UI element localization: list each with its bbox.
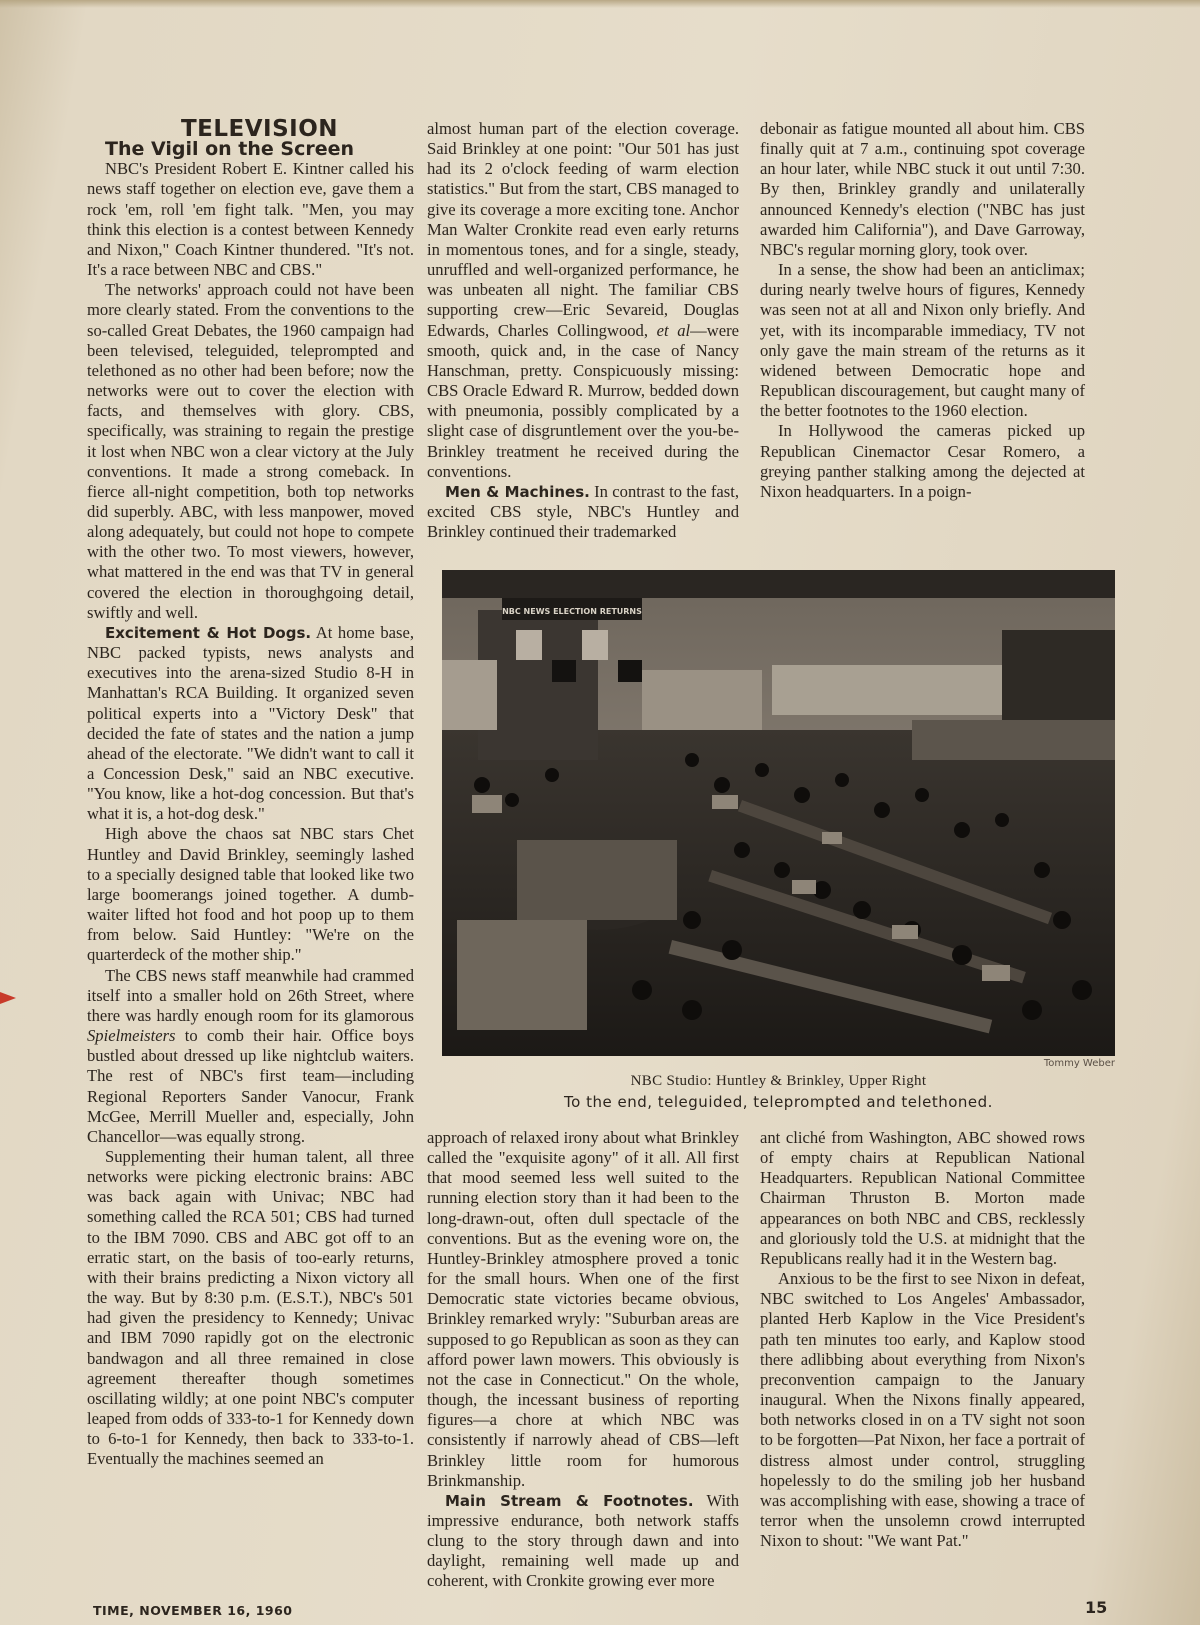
- paragraph-text: With impressive endurance, both network staffs clung to the story through dawn and into daylight, remaining well made up and coherent, with Cronkite growing ever more: [427, 1490, 739, 1591]
- paragraph: The networks' approach could not have been more clearly stated. From the conventions to the so-called Great Debates, the 1960 campaign had been televised, teleguided, teleprompted and telethoned as no other had been before; now the networks were out to cover the election with facts, and themselves with glory. CBS, specifically, was straining to regain the prestige it lost when NBC won a clear victory at the July conventions. It made a strong comeback. In fierce all-night competition, both top networks did superbly. ABC, with less manpower, moved along adequately, but could not hope to compete with the other two. To most viewers, however, what mattered in the end was that TV in general covered the election in thoroughgoing detail, swiftly and well.: [87, 280, 414, 622]
- paragraph: Supplementing their human talent, all three networks were picking electronic brains: ABC was back again with Univac; NBC had something called the RCA 501; CBS had turned to the IBM 7090. CBS and ABC got off to an erratic start, on the basis of too-early returns, with their brains predicting a Nixon victory all the way. But by 8:30 p.m. (E.S.T.), NBC's 501 had given the presidency to Kennedy; Univac and IBM 7090 rapidly got on the electronic bandwagon and all three remained in close agreement thereafter though sometimes oscillating wildly; at one point NBC's computer leaped from odds of 333-to-1 for Kennedy down to 6-to-1 for Kennedy, then back to 333-to-1. Eventually the machines seemed an: [87, 1146, 414, 1469]
- paragraph: In Hollywood the cameras picked up Republican Cinemactor Cesar Romero, a greying panther stalking among the dejected at Nixon headquarters. In a poign-: [760, 421, 1085, 501]
- studio-photo: [442, 570, 1115, 1056]
- photo-credit: Tommy Weber: [1043, 1058, 1115, 1069]
- page-number: 15: [1085, 1598, 1108, 1617]
- studio-photo-image: [442, 570, 1115, 1056]
- article-column-4: [427, 1128, 739, 1592]
- article-headline: The Vigil on the Screen: [105, 138, 355, 161]
- article-column-1: [87, 116, 414, 1469]
- page-edge-shadow: [0, 0, 1200, 8]
- italic-word: Spielmeisters: [87, 1026, 176, 1046]
- italic-word: et al: [656, 320, 691, 340]
- paragraph-with-subhead: [427, 1491, 739, 1592]
- photo-subcaption: To the end, teleguided, teleprompted and telethoned.: [564, 1093, 993, 1111]
- subhead-excitement: Excitement & Hot Dogs.: [105, 623, 312, 642]
- magazine-footer: TIME, NOVEMBER 16, 1960: [93, 1603, 293, 1618]
- photo-caption: NBC Studio: Huntley & Brinkley, Upper Right: [630, 1073, 927, 1089]
- paragraph: High above the chaos sat NBC stars Chet Huntley and David Brinkley, seemingly lashed to a specially designed table that looked like two large boomerangs joined together. A dumb-waiter lifted hot food and hot poop up to them from below. Said Huntley: "We're on the quarterdeck of the mother ship.": [87, 824, 414, 965]
- election-returns-sign: NBC NEWS ELECTION RETURNS: [502, 607, 642, 616]
- article-column-5: [760, 1128, 1085, 1551]
- paragraph-text: almost human part of the election coverage. Said Brinkley at one point: "Our 501 has just had its 2 o'clock feeding of warm election statistics." But from the start, CBS managed to give its coverage a more exciting tone. Anchor Man Walter Cronkite read even early returns in momentous tones, and for a single, steady, unruffled and well-organized performance, he was unbeaten all night. The familiar CBS supporting crew—Eric Sevareid, Douglas Edwards, Charles Collingwood,: [427, 119, 739, 340]
- paragraph-text: —were smooth, quick and, in the case of Nancy Hanschman, pretty. Conspicuously missing: CBS Oracle Edward R. Murrow, bedded down with pneumonia, possibly complicated by a slight case of disgruntlement over the you-be-Brinkley treatment he received during the conventions.: [427, 320, 739, 481]
- paragraph: [87, 966, 414, 1147]
- paragraph: Anxious to be the first to see Nixon in defeat, NBC switched to Los Angeles' Ambassador, planted Herb Kaplow in the Vice President's path ten minutes too early, and Kaplow stood there adlibbing about everything from Nixon's preconvention campaign to the January inaugural. When the Nixons finally appeared, both networks closed in on a TV sight not soon to be forgotten—Pat Nixon, her face a portrait of distress almost under control, struggling hopelessly to do the smiling job her husband was accomplishing with ease, showing a trace of terror when the unsolemn crowd interrupted Nixon to shout: "We want Pat.": [760, 1269, 1085, 1551]
- section-label: TELEVISION: [180, 116, 339, 142]
- paragraph-text: In contrast to the fast, excited CBS style, NBC's Huntley and Brinkley continued their trademarked: [427, 481, 739, 542]
- subhead-men-machines: Men & Machines.: [445, 482, 590, 501]
- paragraph-text: At home base, NBC packed typists, news analysts and executives into the arena-sized Studio 8-H in Manhattan's RCA Building. It organized seven political experts into a "Victory Desk" that decided the fate of states and the nation a jump ahead of the electorate. "We didn't want to call it a Concession Desk," said an NBC executive. "You know, like a hot-dog concession. But that's what it is, a hot-dog desk.": [87, 622, 414, 824]
- paragraph: In a sense, the show had been an anticlimax; during nearly twelve hours of figures, Kennedy was seen not at all and Nixon only briefly. And yet, with its incomparable immediacy, TV not only gave the main stream of the returns as it widened between Democratic hope and Republican discouragement, but caught many of the better footnotes to the 1960 election.: [760, 260, 1085, 421]
- paragraph-with-subhead: [427, 482, 739, 542]
- paragraph: debonair as fatigue mounted all about him. CBS finally quit at 7 a.m., continuing spot coverage an hour later, while NBC stuck it out until 7:30. By then, Brinkley grandly and unilaterally announced Kennedy's election ("NBC has just awarded him California"), and Dave Garroway, NBC's regular morning glory, took over.: [760, 119, 1085, 259]
- margin-marker: [0, 992, 16, 1004]
- subhead-main-stream: Main Stream & Footnotes.: [445, 1491, 694, 1510]
- paragraph: approach of relaxed irony about what Brinkley called the "exquisite agony" of it all. All first that mood seemed less well suited to the running election story than it had been to the long-drawn-out, often dull spectacle of the conventions. But as the evening wore on, the Huntley-Brinkley atmosphere proved a tonic for the small hours. When one of the first Democratic state victories became obvious, Brinkley remarked wryly: "Suburban areas are supposed to go Republican as soon as they can afford power lawn mowers. This obviously is not the case in Connecticut." On the whole, though, the incessant business of reporting figures—a chore at which NBC was consistently if narrowly ahead of CBS—left Brinkley little room for humorous Brinkmanship.: [427, 1128, 739, 1490]
- paragraph-with-subhead: [87, 623, 414, 825]
- article-column-3: [760, 119, 1085, 502]
- paragraph-text: The CBS news staff meanwhile had crammed itself into a smaller hold on 26th Street, where there was hardly enough room for its glamorous: [87, 965, 414, 1025]
- article-column-2: [427, 119, 739, 542]
- paragraph: ant cliché from Washington, ABC showed rows of empty chairs at Republican National Headquarters. Republican National Committee Chairman Thruston B. Morton made appearances on both NBC and CBS, recklessly and gloriously told the U.S. at midnight that the Republicans really had it in the Western bag.: [760, 1128, 1085, 1268]
- paragraph: [427, 119, 739, 482]
- paragraph: NBC's President Robert E. Kintner called his news staff together on election eve, gave them a rock 'em, roll 'em fight talk. "Men, you may think this election is a contest between Kennedy and Nixon," Coach Kintner thundered. "It's not. It's a race between NBC and CBS.": [87, 159, 414, 280]
- paragraph-text: to comb their hair. Office boys bustled about dressed up like nightclub waiters. The rest of NBC's first team—including Regional Reporters Sander Vanocur, Frank McGee, Merrill Mueller and, especially, John Chancellor—was equally strong.: [87, 1026, 414, 1146]
